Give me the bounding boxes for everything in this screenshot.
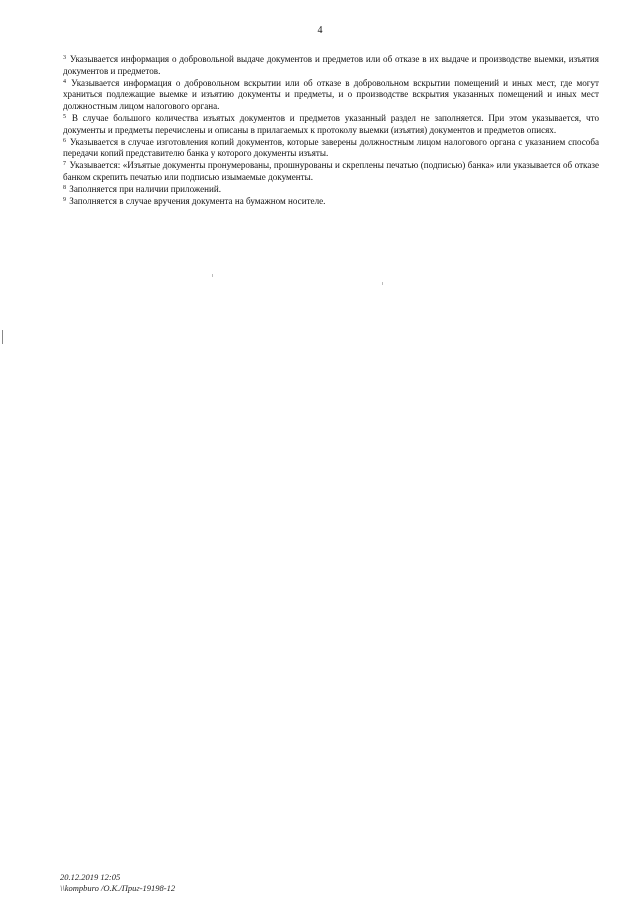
footnote-mark: 7 [63, 161, 66, 168]
footnote-mark: 8 [63, 184, 66, 191]
footnote-text: Указывается: «Изъятые документы пронумерованы, прошнурованы и скреплены печатью (подписью) банка» или указывается об отказе банком скрепить печатью или подписью изымаемые документы. [63, 160, 599, 182]
footnote-text: Указывается информация о добровольной выдаче документов и предметов или об отказе в их выдаче и производстве выемки, изъятия документов и предметов. [63, 54, 599, 76]
footnote [63, 184, 599, 196]
footnote-mark: 5 [63, 113, 66, 120]
page-number: 4 [317, 25, 323, 36]
scan-artifact [2, 330, 3, 344]
footer-datetime: 20.12.2019 12:05 [60, 872, 121, 882]
footnote-text: Указывается информация о добровольном вскрытии или об отказе в добровольном вскрытии помещений и иных мест, где могут храниться подлежащие выемке и изъятию документы и предметы, и о производстве вскрытия указанных помещений и иных мест должностным лицом налогового органа. [63, 77, 599, 112]
footnote [63, 113, 599, 137]
document-footer [60, 872, 175, 894]
footnote [63, 78, 599, 113]
footnote [63, 54, 599, 78]
footnote-text: В случае большого количества изъятых документов и предметов указанный раздел не заполняется. При этом указывается, что документы и предметы перечислены и описаны в прилагаемых к протоколу выемки (изъятия) документов и предметов описях. [63, 112, 599, 135]
footnote-text: Заполняется в случае вручения документа на бумажном носителе. [69, 195, 326, 206]
footnote [63, 160, 599, 184]
footnote-mark: 4 [63, 78, 66, 85]
footnote-mark: 6 [63, 137, 66, 144]
footnote [63, 196, 599, 208]
footer-author-line: \\kompburo /О.К./Приг-19198-12 [60, 883, 176, 893]
footnotes-list [63, 54, 599, 207]
footnote-mark: 3 [63, 55, 66, 61]
footnote-mark: 9 [63, 196, 66, 203]
scan-artifact [212, 274, 213, 277]
footnote-text: Указывается в случае изготовления копий документов, которые заверены должностным лицом налогового органа с указанием способа передачи копий представителю банка у которого документы изъяты. [63, 136, 599, 159]
scan-artifact [382, 282, 383, 285]
footnote [63, 137, 599, 161]
footnote-text: Заполняется при наличии приложений. [69, 183, 221, 194]
